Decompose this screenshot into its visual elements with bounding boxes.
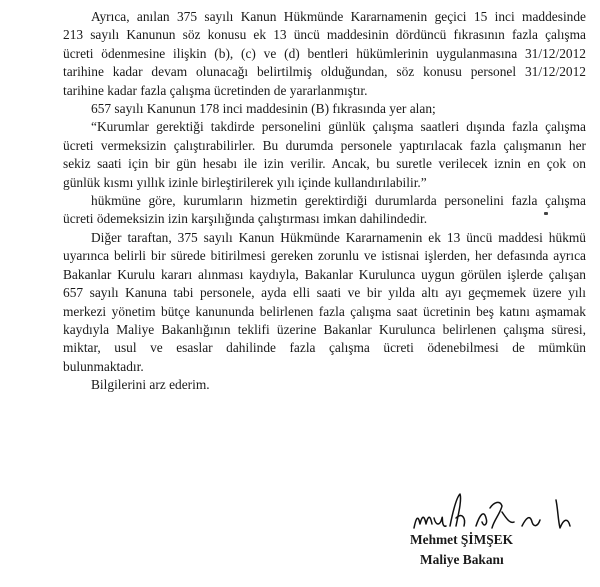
letter-body xyxy=(63,8,586,395)
signatory-name: Mehmet ŞİMŞEK xyxy=(410,532,514,547)
text-line: Bakanlar Kurulu kararı alınması kaydıyla, Bakanlar Kurulunca uygun görülen işlerde çalışan xyxy=(63,266,586,282)
text-line: bulunmaktadır. xyxy=(63,358,144,374)
text-line: hükmüne göre, kurumların hizmetin gerektirdiği durumlarda personelini fazla çalışma xyxy=(91,193,586,209)
stray-mark xyxy=(544,212,548,215)
paragraph-2 xyxy=(63,100,586,118)
text-line: ücreti ödemeksizin izin karşılığında çalıştırması imkan dahilindedir. xyxy=(63,211,428,227)
text-line: tarihine kadar devam olunacağı belirtilmiş olduğundan, söz konusu personel 31/12/2012 xyxy=(63,64,586,80)
text-line: ücreti vermeksizin çalıştırabilirler. Bu durumda personele yaptırılacak fazla çalışmanın her xyxy=(63,137,586,153)
text-line: uyarınca belirli bir sürede bitirilmesi gereken zorunlu ve istisnai işlerden, her defasında ayrıca xyxy=(63,248,586,264)
paragraph-3-quotation xyxy=(63,118,586,192)
text-line: Diğer taraftan, 375 sayılı Kanun Hükmünde Kararnamenin ek 13 üncü maddesi hükmü xyxy=(91,229,586,245)
text-line: günlük kısmı yıllık izinle birleştirilerek yılı içinde kullandırılabilir.” xyxy=(63,174,427,190)
paragraph-5 xyxy=(63,229,586,376)
text-line: “Kurumlar gerektiği takdirde personelini günlük çalışma saatleri dışında fazla çalışma xyxy=(91,119,586,135)
text-line: tarihine kadar fazla çalışma ücretinden de yararlanmıştır. xyxy=(63,82,368,98)
handwritten-signature xyxy=(410,488,586,532)
closing-line: Bilgilerini arz ederim. xyxy=(91,377,210,393)
paragraph-6-closing xyxy=(63,376,586,394)
text-line: 213 sayılı Kanunun söz konusu ek 13 üncü maddesinin dördüncü fıkrasının fazla çalışma xyxy=(63,27,586,43)
text-line: 657 sayılı Kanunun 178 inci maddesinin (B) fıkrasında yer alan; xyxy=(91,101,436,117)
text-line: miktar, usul ve esaslar dahilinde fazla çalışma ücreti ödenebilmesi de mümkün xyxy=(63,340,586,356)
signature-block xyxy=(408,488,588,578)
text-line: merkezi yönetim bütçe kanununda belirlenen fazla çalışma saat ücretinin beş katını aşmamak xyxy=(63,303,586,319)
text-line: kaydıyla Maliye Bakanlığının teklifi üzerine Bakanlar Kurulunca belirlenen çalışma süresi, xyxy=(63,321,586,337)
paragraph-4 xyxy=(63,192,586,229)
signatory-title: Maliye Bakanı xyxy=(420,552,504,567)
text-line: ücreti ödenmesine ilişkin (b), (c) ve (d) bentleri hükümlerinin uygulanmasına 31/12/2012 xyxy=(63,45,586,61)
text-line: 657 sayılı Kanuna tabi personele, ayda elli saati ve bir yılda altı ayı geçmemek üzere yılı xyxy=(63,285,586,301)
text-line: sekiz saati için bir gün hesabı ile izin verilir. Ancak, bu suretle verilecek iznin en çok on xyxy=(63,156,586,172)
text-line: Ayrıca, anılan 375 sayılı Kanun Hükmünde Kararnamenin geçici 15 inci maddesinde xyxy=(91,9,586,24)
paragraph-1 xyxy=(63,8,586,100)
